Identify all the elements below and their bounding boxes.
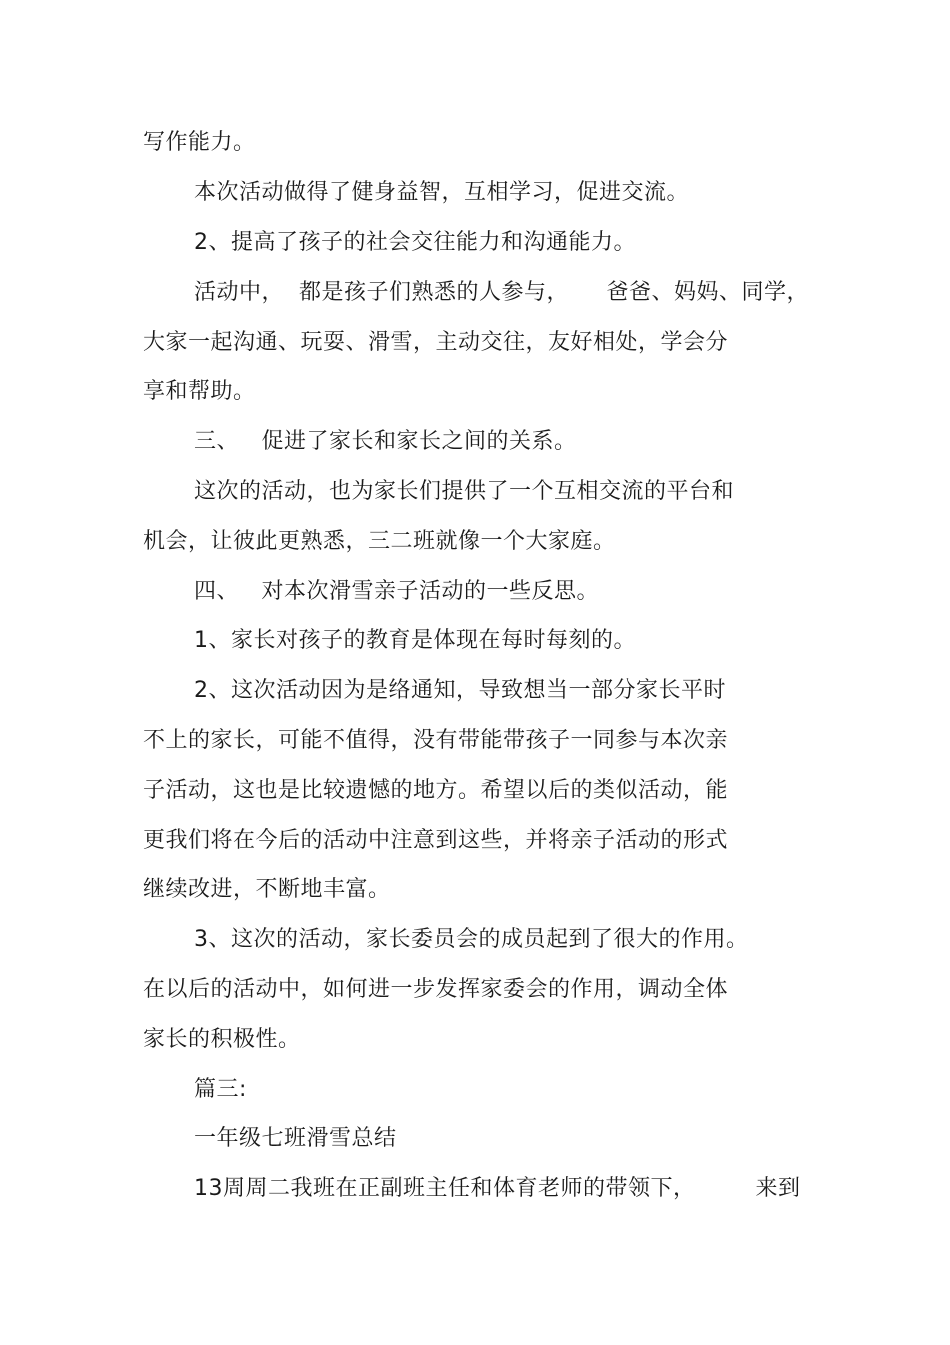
text-line: 13周周二我班在正副班主任和体育老师的带领下， 来到 xyxy=(194,1176,801,1201)
section-heading: 三、 促进了家长和家长之间的关系。 xyxy=(194,429,577,454)
text-line: 写作能力。 xyxy=(143,130,256,155)
text-line: 享和帮助。 xyxy=(143,379,256,404)
text-line: 2、这次活动因为是络通知，导致想当一部分家长平时 xyxy=(194,678,726,703)
text-line: 活动中， 都是孩子们熟悉的人参与， 爸爸、妈妈、同学， xyxy=(194,280,809,305)
text-line: 本次活动做得了健身益智，互相学习，促进交流。 xyxy=(194,180,690,205)
text-line: 家长的积极性。 xyxy=(143,1027,301,1052)
text-line: 继续改进，不断地丰富。 xyxy=(143,877,391,902)
text-line: 大家一起沟通、玩耍、滑雪，主动交往，友好相处，学会分 xyxy=(143,330,729,355)
text-line: 3、这次的活动，家长委员会的成员起到了很大的作用。 xyxy=(194,927,749,952)
part-heading: 篇三: xyxy=(194,1077,247,1102)
section-heading: 四、 对本次滑雪亲子活动的一些反思。 xyxy=(194,579,599,604)
text-line: 这次的活动，也为家长们提供了一个互相交流的平台和 xyxy=(194,479,735,504)
text-line: 更我们将在今后的活动中注意到这些，并将亲子活动的形式 xyxy=(143,828,729,853)
text-line: 在以后的活动中，如何进一步发挥家委会的作用，调动全体 xyxy=(143,977,729,1002)
text-line: 子活动，这也是比较遗憾的地方。希望以后的类似活动，能 xyxy=(143,778,729,803)
article-title: 一年级七班滑雪总结 xyxy=(194,1126,397,1151)
text-line: 不上的家长，可能不值得，没有带能带孩子一同参与本次亲 xyxy=(143,728,729,753)
text-line: 机会，让彼此更熟悉，三二班就像一个大家庭。 xyxy=(143,529,616,554)
text-line: 1、家长对孩子的教育是体现在每时每刻的。 xyxy=(194,628,636,653)
text-line: 2、提高了孩子的社会交往能力和沟通能力。 xyxy=(194,230,636,255)
